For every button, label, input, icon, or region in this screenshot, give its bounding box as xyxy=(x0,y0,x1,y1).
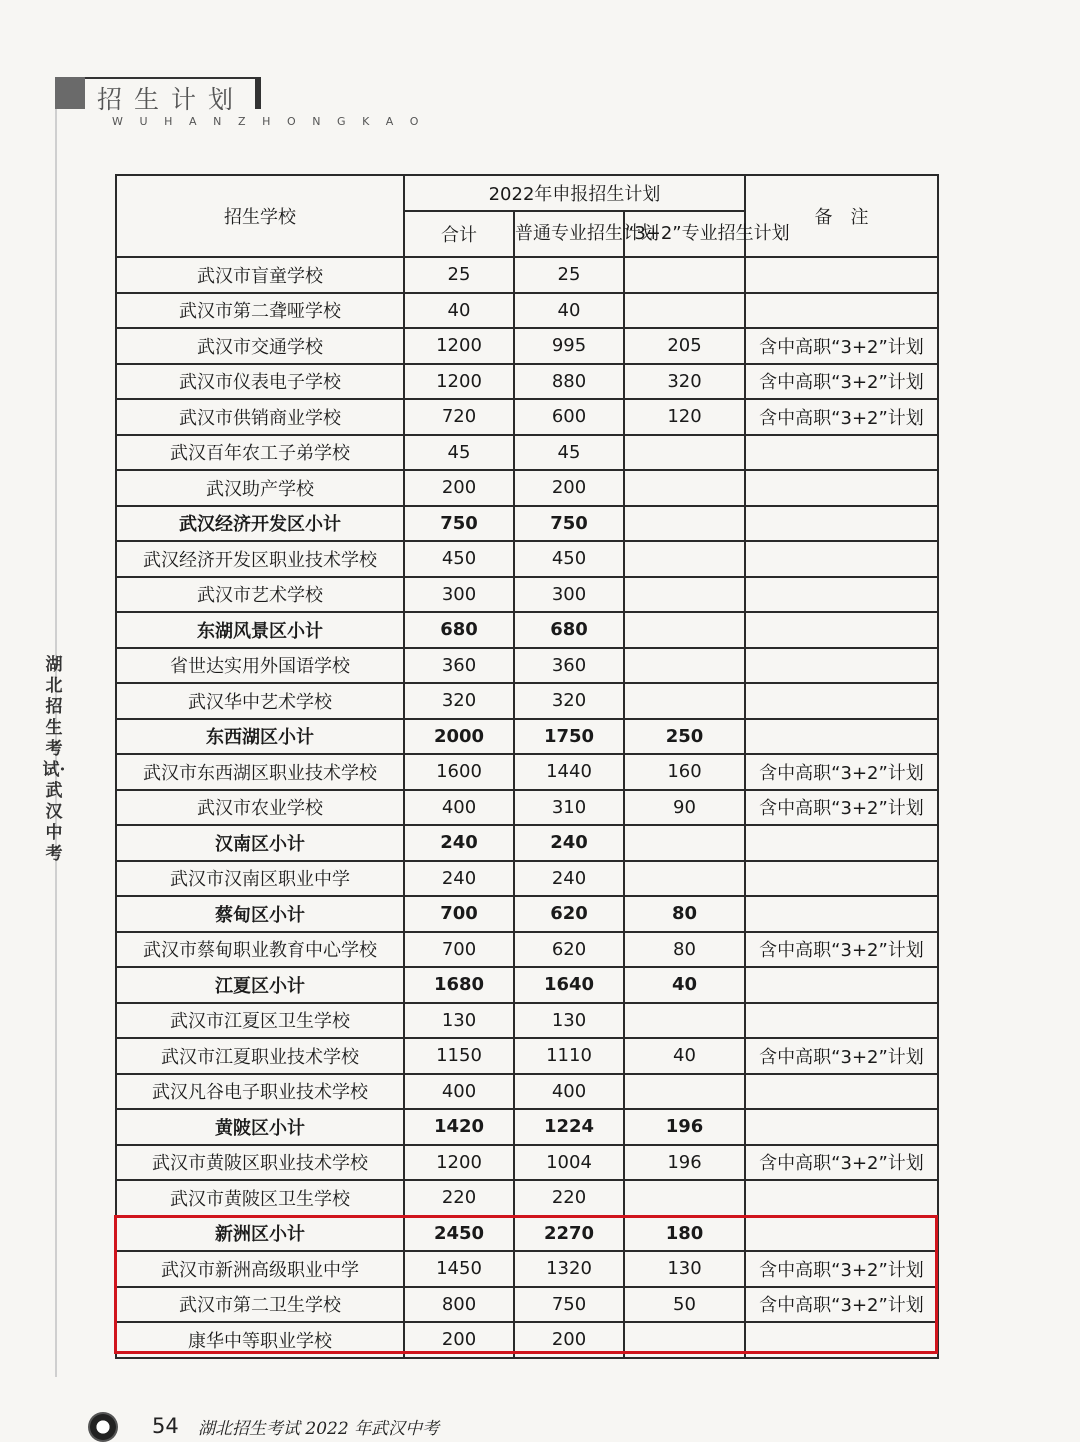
table-row xyxy=(116,754,938,790)
cell-three-two xyxy=(624,1074,745,1110)
cell-three-two: 205 xyxy=(624,328,745,364)
cell-school: 武汉市江夏职业技术学校 xyxy=(116,1038,404,1074)
table-row xyxy=(116,1322,938,1358)
table-row xyxy=(116,648,938,684)
cell-note xyxy=(745,257,938,293)
table-row xyxy=(116,1251,938,1287)
cell-regular: 130 xyxy=(514,1003,624,1039)
cell-regular: 1224 xyxy=(514,1109,624,1145)
cell-regular: 320 xyxy=(514,683,624,719)
cell-school: 武汉市东西湖区职业技术学校 xyxy=(116,754,404,790)
cell-school: 汉南区小计 xyxy=(116,825,404,861)
cell-note xyxy=(745,293,938,329)
cell-note: 含中高职“3+2”计划 xyxy=(745,932,938,968)
cell-note xyxy=(745,577,938,613)
cell-total: 1600 xyxy=(404,754,514,790)
cell-school: 武汉市江夏区卫生学校 xyxy=(116,1003,404,1039)
cell-three-two xyxy=(624,683,745,719)
cell-regular: 240 xyxy=(514,861,624,897)
cell-three-two: 80 xyxy=(624,896,745,932)
cell-school: 武汉市黄陂区卫生学校 xyxy=(116,1180,404,1216)
cell-note xyxy=(745,967,938,1003)
cell-total: 1680 xyxy=(404,967,514,1003)
cell-note xyxy=(745,1322,938,1358)
cell-school: 武汉市农业学校 xyxy=(116,790,404,826)
cell-regular: 620 xyxy=(514,896,624,932)
cell-note: 含中高职“3+2”计划 xyxy=(745,364,938,400)
cell-three-two: 120 xyxy=(624,399,745,435)
table-row xyxy=(116,328,938,364)
cell-regular: 200 xyxy=(514,470,624,506)
cell-regular: 240 xyxy=(514,825,624,861)
cell-regular: 360 xyxy=(514,648,624,684)
cell-total: 300 xyxy=(404,577,514,613)
cell-total: 2000 xyxy=(404,719,514,755)
cell-three-two: 320 xyxy=(624,364,745,400)
cell-three-two xyxy=(624,612,745,648)
cell-school: 武汉市黄陂区职业技术学校 xyxy=(116,1145,404,1181)
cell-regular: 995 xyxy=(514,328,624,364)
cell-school: 武汉助产学校 xyxy=(116,470,404,506)
table-row xyxy=(116,364,938,400)
table-row xyxy=(116,1038,938,1074)
cell-school: 省世达实用外国语学校 xyxy=(116,648,404,684)
cell-note xyxy=(745,861,938,897)
table-row xyxy=(116,1003,938,1039)
table-row xyxy=(116,612,938,648)
table-row xyxy=(116,932,938,968)
table-row xyxy=(116,1074,938,1110)
cell-note xyxy=(745,506,938,542)
cell-total: 1150 xyxy=(404,1038,514,1074)
cell-total: 400 xyxy=(404,790,514,826)
cell-total: 240 xyxy=(404,861,514,897)
cell-total: 2450 xyxy=(404,1216,514,1252)
side-vertical-text: 湖北招生考试·武汉中考 xyxy=(42,655,66,864)
table-row xyxy=(116,506,938,542)
header-school: 招生学校 xyxy=(116,175,404,257)
table-row xyxy=(116,1216,938,1252)
footer-publication: 湖北招生考试 2022 年武汉中考 xyxy=(198,1419,440,1439)
cell-note xyxy=(745,435,938,471)
cell-three-two xyxy=(624,435,745,471)
cell-note: 含中高职“3+2”计划 xyxy=(745,1251,938,1287)
cell-note: 含中高职“3+2”计划 xyxy=(745,399,938,435)
cell-note xyxy=(745,683,938,719)
cell-note: 含中高职“3+2”计划 xyxy=(745,328,938,364)
cell-school: 武汉市蔡甸职业教育中心学校 xyxy=(116,932,404,968)
cell-total: 200 xyxy=(404,470,514,506)
cell-regular: 400 xyxy=(514,1074,624,1110)
cell-total: 750 xyxy=(404,506,514,542)
cell-three-two xyxy=(624,541,745,577)
cell-total: 1420 xyxy=(404,1109,514,1145)
cell-three-two: 50 xyxy=(624,1287,745,1323)
cell-three-two: 250 xyxy=(624,719,745,755)
cell-regular: 750 xyxy=(514,1287,624,1323)
table-row xyxy=(116,967,938,1003)
table-row xyxy=(116,541,938,577)
cell-total: 680 xyxy=(404,612,514,648)
cell-school: 东西湖区小计 xyxy=(116,719,404,755)
table-row xyxy=(116,1145,938,1181)
cell-note xyxy=(745,1216,938,1252)
cell-note: 含中高职“3+2”计划 xyxy=(745,790,938,826)
cell-total: 200 xyxy=(404,1322,514,1358)
cell-regular: 300 xyxy=(514,577,624,613)
table-row xyxy=(116,577,938,613)
cell-note xyxy=(745,612,938,648)
section-subtitle: WUHANZHONGKAO xyxy=(112,115,435,128)
cell-total: 1200 xyxy=(404,1145,514,1181)
cell-total: 360 xyxy=(404,648,514,684)
cell-note xyxy=(745,825,938,861)
cell-regular: 1110 xyxy=(514,1038,624,1074)
cell-note: 含中高职“3+2”计划 xyxy=(745,1145,938,1181)
cell-school: 武汉市汉南区职业中学 xyxy=(116,861,404,897)
cell-school: 黄陂区小计 xyxy=(116,1109,404,1145)
table-row xyxy=(116,257,938,293)
cell-three-two xyxy=(624,470,745,506)
cell-three-two xyxy=(624,577,745,613)
cell-total: 240 xyxy=(404,825,514,861)
cell-total: 700 xyxy=(404,932,514,968)
cell-school: 武汉凡谷电子职业技术学校 xyxy=(116,1074,404,1110)
cell-school: 武汉百年农工子弟学校 xyxy=(116,435,404,471)
cell-three-two xyxy=(624,257,745,293)
header-total: 合计 xyxy=(404,211,514,257)
table-row xyxy=(116,896,938,932)
cell-total: 450 xyxy=(404,541,514,577)
cell-note xyxy=(745,648,938,684)
cell-three-two xyxy=(624,648,745,684)
cell-three-two: 40 xyxy=(624,967,745,1003)
cell-total: 45 xyxy=(404,435,514,471)
cell-regular: 1004 xyxy=(514,1145,624,1181)
cell-regular: 1440 xyxy=(514,754,624,790)
table-body xyxy=(116,257,938,1358)
cell-school: 武汉市供销商业学校 xyxy=(116,399,404,435)
header-accent-bar xyxy=(55,77,85,109)
page-number: 54 xyxy=(152,1414,179,1438)
table-row xyxy=(116,1287,938,1323)
header-plan-group: 2022年申报招生计划 xyxy=(404,175,745,211)
cell-three-two: 160 xyxy=(624,754,745,790)
cell-total: 40 xyxy=(404,293,514,329)
cell-three-two xyxy=(624,861,745,897)
table-row xyxy=(116,293,938,329)
cell-regular: 620 xyxy=(514,932,624,968)
cell-regular: 1320 xyxy=(514,1251,624,1287)
cell-note: 含中高职“3+2”计划 xyxy=(745,754,938,790)
header-note: 备 注 xyxy=(745,175,938,257)
cell-school: 武汉华中艺术学校 xyxy=(116,683,404,719)
cell-regular: 1750 xyxy=(514,719,624,755)
cell-three-two: 196 xyxy=(624,1109,745,1145)
cell-regular: 1640 xyxy=(514,967,624,1003)
cell-regular: 200 xyxy=(514,1322,624,1358)
cell-school: 武汉经济开发区职业技术学校 xyxy=(116,541,404,577)
cell-total: 1200 xyxy=(404,328,514,364)
cell-note xyxy=(745,719,938,755)
table-row xyxy=(116,790,938,826)
cell-school: 武汉市交通学校 xyxy=(116,328,404,364)
cell-regular: 450 xyxy=(514,541,624,577)
table-row xyxy=(116,719,938,755)
enrollment-plan-table xyxy=(115,174,939,1359)
cell-note xyxy=(745,470,938,506)
cell-total: 720 xyxy=(404,399,514,435)
cell-regular: 2270 xyxy=(514,1216,624,1252)
cell-three-two: 40 xyxy=(624,1038,745,1074)
cell-school: 蔡甸区小计 xyxy=(116,896,404,932)
cell-total: 25 xyxy=(404,257,514,293)
table-row xyxy=(116,1109,938,1145)
cell-school: 武汉经济开发区小计 xyxy=(116,506,404,542)
cell-note xyxy=(745,1180,938,1216)
cell-school: 武汉市第二聋哑学校 xyxy=(116,293,404,329)
section-title: 招生计划 xyxy=(97,85,246,114)
cell-total: 1200 xyxy=(404,364,514,400)
cell-regular: 25 xyxy=(514,257,624,293)
cell-total: 320 xyxy=(404,683,514,719)
cell-school: 康华中等职业学校 xyxy=(116,1322,404,1358)
cell-regular: 750 xyxy=(514,506,624,542)
table-row xyxy=(116,435,938,471)
cell-school: 江夏区小计 xyxy=(116,967,404,1003)
cell-school: 武汉市艺术学校 xyxy=(116,577,404,613)
cell-school: 东湖风景区小计 xyxy=(116,612,404,648)
cell-school: 武汉市盲童学校 xyxy=(116,257,404,293)
cell-total: 220 xyxy=(404,1180,514,1216)
cell-three-two: 180 xyxy=(624,1216,745,1252)
cell-school: 武汉市新洲高级职业中学 xyxy=(116,1251,404,1287)
cell-regular: 220 xyxy=(514,1180,624,1216)
cell-total: 1450 xyxy=(404,1251,514,1287)
cell-three-two: 196 xyxy=(624,1145,745,1181)
header-regular: 普通专业招生计划 xyxy=(514,211,624,257)
cell-three-two: 130 xyxy=(624,1251,745,1287)
cell-total: 400 xyxy=(404,1074,514,1110)
cell-regular: 40 xyxy=(514,293,624,329)
cell-three-two: 90 xyxy=(624,790,745,826)
cell-total: 130 xyxy=(404,1003,514,1039)
cell-regular: 680 xyxy=(514,612,624,648)
cell-school: 武汉市第二卫生学校 xyxy=(116,1287,404,1323)
cell-three-two xyxy=(624,506,745,542)
cell-three-two xyxy=(624,1003,745,1039)
cell-note: 含中高职“3+2”计划 xyxy=(745,1287,938,1323)
cell-regular: 45 xyxy=(514,435,624,471)
header-three-two: “3+2”专业招生计划 xyxy=(624,211,745,257)
publication-logo-icon xyxy=(88,1412,118,1442)
cell-total: 800 xyxy=(404,1287,514,1323)
cell-total: 700 xyxy=(404,896,514,932)
cell-note: 含中高职“3+2”计划 xyxy=(745,1038,938,1074)
cell-note xyxy=(745,896,938,932)
cell-regular: 310 xyxy=(514,790,624,826)
table-row xyxy=(116,683,938,719)
cell-school: 武汉市仪表电子学校 xyxy=(116,364,404,400)
table-row xyxy=(116,825,938,861)
table-row xyxy=(116,861,938,897)
cell-regular: 600 xyxy=(514,399,624,435)
cell-note xyxy=(745,1109,938,1145)
cell-three-two: 80 xyxy=(624,932,745,968)
cell-note xyxy=(745,541,938,577)
cell-three-two xyxy=(624,1322,745,1358)
cell-note xyxy=(745,1003,938,1039)
cell-school: 新洲区小计 xyxy=(116,1216,404,1252)
cell-three-two xyxy=(624,1180,745,1216)
table-row xyxy=(116,1180,938,1216)
cell-three-two xyxy=(624,293,745,329)
table-row xyxy=(116,399,938,435)
cell-regular: 880 xyxy=(514,364,624,400)
table-row xyxy=(116,470,938,506)
cell-note xyxy=(745,1074,938,1110)
cell-three-two xyxy=(624,825,745,861)
